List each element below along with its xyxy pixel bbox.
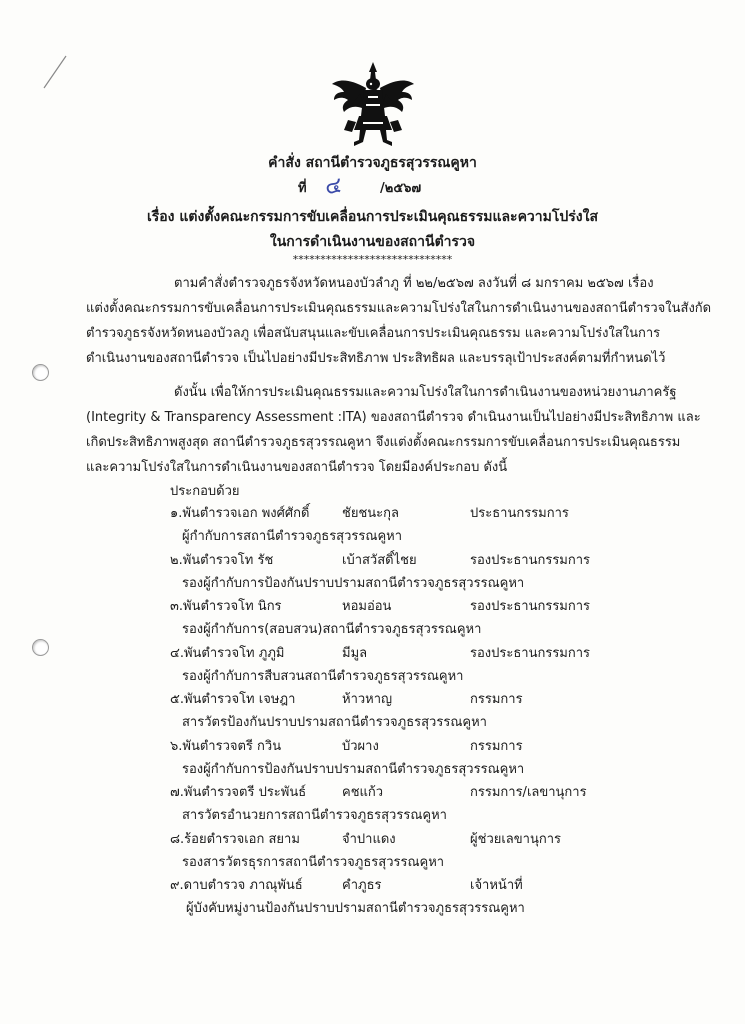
member-position: สารวัตรอำนวยการสถานีตำรวจภูธรสุวรรณคูหา [182,808,447,823]
member-surname: หอมอ่อน [342,599,392,614]
member-surname: บัวผาง [342,738,379,754]
member-position: รองผู้กำกับการป้องกันปราบปรามสถานีตำรวจภูธรสุวรรณคูหา [182,761,525,777]
order-number-suffix: /๒๕๖๗ [380,181,422,196]
member-surname: คำภูธร [342,878,382,893]
order-number-handwritten: ๔ [323,172,344,201]
para2-line-3: เกิดประสิทธิภาพสูงสุด สถานีตำรวจภูธรสุวรรณคูหา จึงแต่งตั้งคณะกรรมการขับเคลื่อนการประเมินคุณธรรม [86,435,681,450]
order-title: คำสั่ง สถานีตำรวจภูธรสุวรรณคูหา [268,155,477,171]
member-role: รองประธานกรรมการ [470,645,591,661]
pencil-mark [40,52,70,92]
member-surname: ห้าวหาญ [342,692,393,707]
member-surname: มีมูล [342,645,368,661]
member-name: ๖.พันตำรวจตรี กวิน [170,738,282,754]
para1-line-1: ตามคำสั่งตำรวจภูธรจังหวัดหนองบัวลำภู ที่ ๒๒/๒๕๖๗ ลงวันที่ ๘ มกราคม ๒๕๖๗ เรื่อง [174,276,654,291]
para2-line-2: (Integrity & Transparency Assessment :ITA) ของสถานีตำรวจ ดำเนินงานเป็นไปอย่างมีประสิทธิภาพ และ [86,410,701,425]
member-position: รองผู้กำกับการสืบสวนสถานีตำรวจภูธรสุวรรณคูหา [182,668,464,684]
para1-line-2: แต่งตั้งคณะกรรมการขับเคลื่อนการประเมินคุณธรรมและความโปร่งใสในการดำเนินงานของสถานีตำรวจในสังกัด [86,301,712,316]
member-role: กรรมการ/เลขานุการ [470,785,587,800]
para2-line-1: ดังนั้น เพื่อให้การประเมินคุณธรรมและความโปร่งใสในการดำเนินงานของหน่วยงานภาครัฐ [174,385,677,400]
member-position: รองผู้กำกับการป้องกันปราบปรามสถานีตำรวจภูธรสุวรรณคูหา [182,575,525,591]
member-surname: ชัยชนะกุล [342,506,399,521]
para2-line-4: และความโปร่งใสในการดำเนินงานของสถานีตำรวจ โดยมีองค์ประกอบ ดังนี้ [86,460,508,475]
order-number-prefix: ที่ [298,181,307,196]
member-role: กรรมการ [470,692,523,707]
member-position: รองสารวัตรธุรการสถานีตำรวจภูธรสุวรรณคูหา [182,854,445,870]
punch-hole-top [32,364,49,381]
member-role: กรรมการ [470,738,523,754]
member-position: สารวัตรป้องกันปราบปรามสถานีตำรวจภูธรสุวรรณคูหา [182,715,487,730]
punch-hole-bottom [32,639,49,656]
member-surname: คชแก้ว [342,785,384,800]
member-name: ๑.พันตำรวจเอก พงศ์ศักดิ์ [170,506,310,521]
member-name: ๗.พันตำรวจตรี ประพันธ์ [170,785,307,800]
member-name: ๙.ดาบตำรวจ ภาณุพันธ์ [170,878,303,893]
composed-of-label: ประกอบด้วย [170,484,240,499]
member-name: ๔.พันตำรวจโท ภูภูมิ [170,645,285,661]
member-position: ผู้บังคับหมู่งานป้องกันปราบปรามสถานีตำรวจภูธรสุวรรณคูหา [186,901,525,916]
separator-stars: ***************************** [292,253,453,266]
member-role: ผู้ช่วยเลขานุการ [470,831,561,847]
member-name: ๕.พันตำรวจโท เจษฎา [170,692,296,707]
subject-line-2: ในการดำเนินงานของสถานีตำรวจ [269,234,476,250]
member-name: ๓.พันตำรวจโท นิกร [170,599,282,614]
para1-line-3: ตำรวจภูธรจังหวัดหนองบัวลภู เพื่อสนับสนุนและขับเคลื่อนการประเมินคุณธรรม และความโปร่งใสในการ [86,326,661,341]
member-position: รองผู้กำกับการ(สอบสวน)สถานีตำรวจภูธรสุวรรณคูหา [182,622,482,637]
member-role: เจ้าหน้าที่ [470,878,523,893]
member-surname: จำปาแดง [342,831,396,847]
member-role: รองประธานกรรมการ [470,552,591,568]
member-position: ผู้กำกับการสถานีตำรวจภูธรสุวรรณคูหา [182,529,403,544]
subject-line-1: เรื่อง แต่งตั้งคณะกรรมการขับเคลื่อนการประเมินคุณธรรมและความโปร่งใส [146,209,599,225]
member-role: ประธานกรรมการ [470,506,569,521]
para1-line-4: ดำเนินงานของสถานีตำรวจ เป็นไปอย่างมีประสิทธิภาพ ประสิทธิผล และบรรลุเป้าประสงค์ตามที่กำหนดไว้ [86,351,666,366]
member-surname: เบ้าสวัสดิ์ไชย [342,552,417,568]
member-role: รองประธานกรรมการ [470,599,591,614]
member-name: ๒.พันตำรวจโท รัช [170,552,274,568]
garuda-emblem-icon [330,60,416,150]
member-name: ๘.ร้อยตำรวจเอก สยาม [170,831,300,847]
